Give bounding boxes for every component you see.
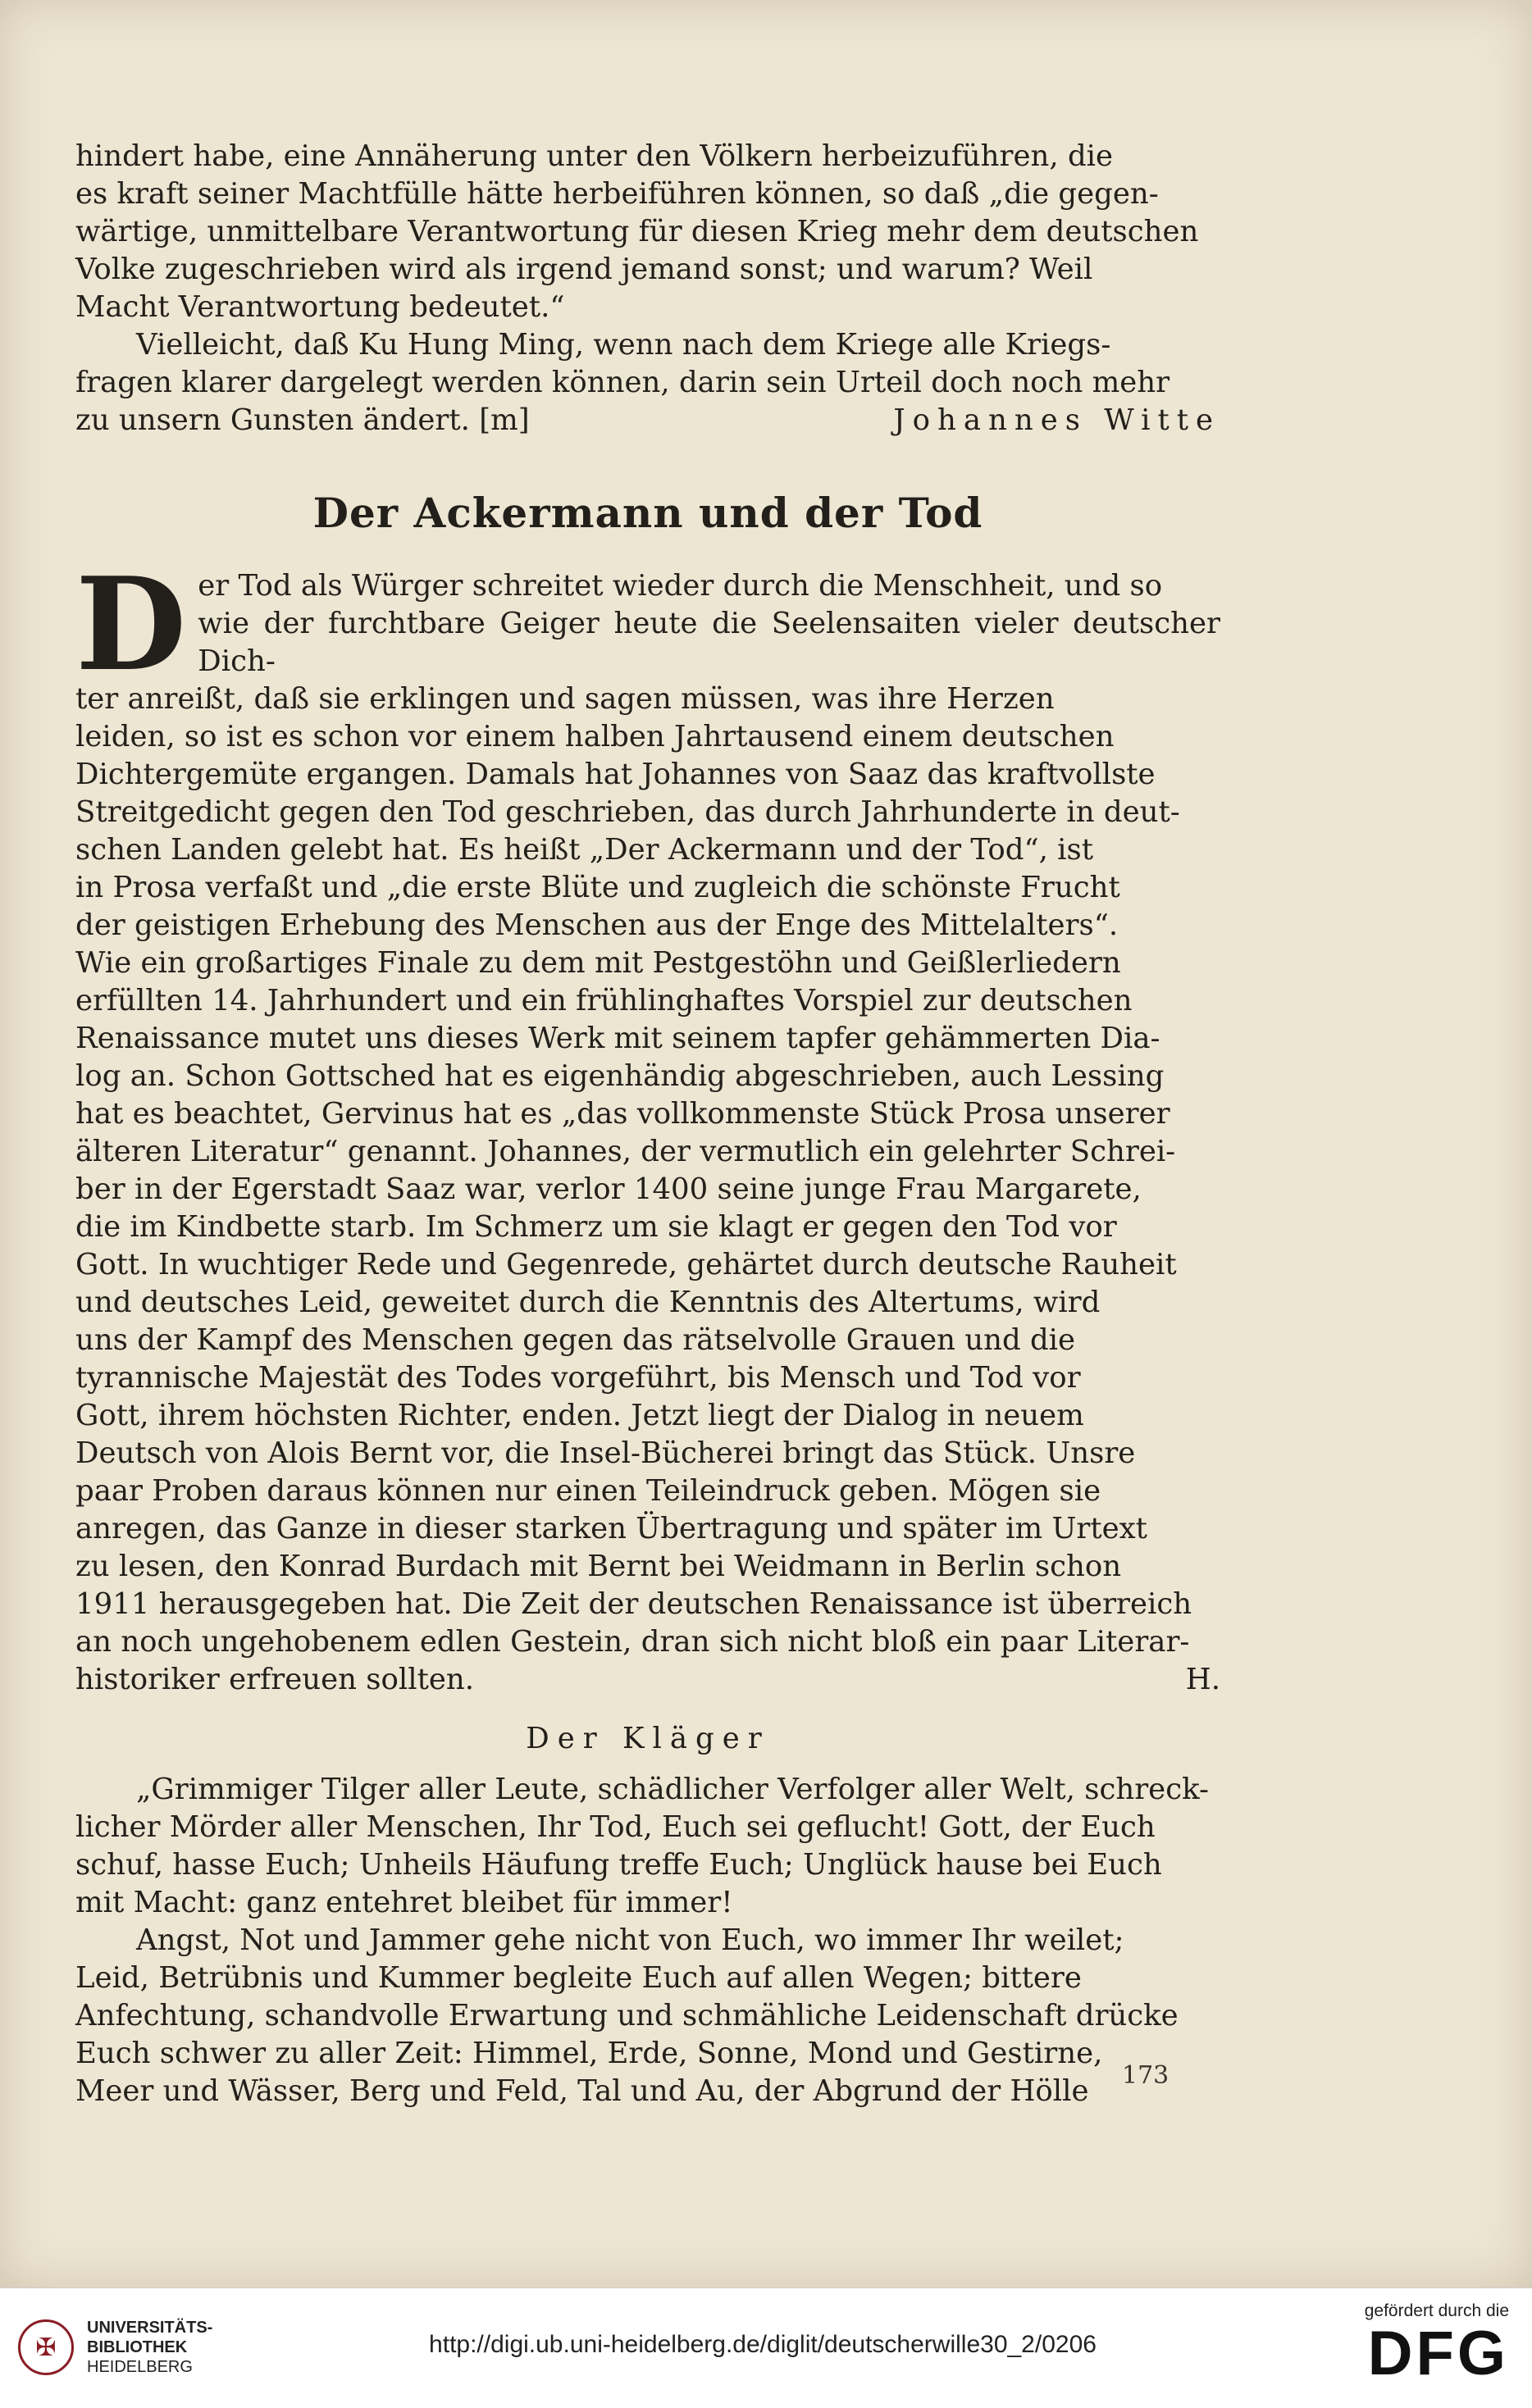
text-column [75, 138, 1220, 2110]
library-logo[interactable] [18, 2318, 212, 2377]
text-line: Deutsch von Alois Bernt vor, die Insel-Bücherei bringt das Stück. Unsre [75, 1436, 1136, 1470]
text-line: schen Landen gelebt hat. Es heißt „Der Ackermann und der Tod“, ist [75, 833, 1094, 867]
text-line: der geistigen Erhebung des Menschen aus der Enge des Mittelalters“. [75, 908, 1119, 942]
text-line: und deutsches Leid, geweitet durch die Kenntnis des Altertums, wird [75, 1286, 1101, 1319]
text-line: ber in der Egerstadt Saaz war, verlor 1400 seine junge Frau Margarete, [75, 1172, 1142, 1206]
text-line: Leid, Betrübnis und Kummer begleite Euch auf allen Wegen; bittere [75, 1961, 1082, 1995]
text-line: Macht Verantwortung bedeutet.“ [75, 290, 565, 324]
dfg-logo: DFG [1367, 2319, 1509, 2388]
library-line: UNIVERSITÄTS- [87, 2319, 213, 2337]
text-line: zu unsern Gunsten ändert. [m] [75, 403, 530, 437]
text-line: „Grimmiger Tilger aller Leute, schädlicher Verfolger aller Welt, schreck- [136, 1773, 1209, 1806]
signature-line [75, 402, 1220, 439]
text-line: Anfechtung, schandvolle Erwartung und schmähliche Leidenschaft drücke [75, 1999, 1179, 2032]
text-line: hindert habe, eine Annäherung unter den Völkern herbeizuführen, die [75, 139, 1114, 173]
text-line: er Tod als Würger schreitet wieder durch die Menschheit, und so [198, 569, 1163, 603]
text-line: anregen, das Ganze in dieser starken Übertragung und später im Urtext [75, 1512, 1147, 1545]
text-line: paar Proben daraus können nur einen Teileindruck geben. Mögen sie [75, 1474, 1101, 1508]
drop-cap: D [75, 549, 187, 699]
text-line: Gott. In wuchtiger Rede und Gegenrede, gehärtet durch deutsche Rauheit [75, 1248, 1177, 1281]
text-line: erfüllten 14. Jahrhundert und ein frühlinghaftes Vorspiel zur deutschen [75, 984, 1133, 1017]
library-name [87, 2318, 212, 2377]
text-line: es kraft seiner Machtfülle hätte herbeiführen können, so daß „die gegen- [75, 177, 1159, 211]
section-subheading: Der Kläger [526, 1722, 770, 1755]
klaeger-paragraph2 [75, 1922, 1220, 2110]
university-seal-icon: ✠ [18, 2319, 74, 2375]
text-line: in Prosa verfaßt und „die erste Blüte und zugleich die schönste Frucht [75, 871, 1120, 904]
text-line: 1911 herausgegeben hat. Die Zeit der deutschen Renaissance ist überreich [75, 1587, 1192, 1621]
text-line: zu lesen, den Konrad Burdach mit Bernt bei Weidmann in Berlin schon [75, 1550, 1122, 1583]
text-line: tyrannische Majestät des Todes vorgeführt, bis Mensch und Tod vor [75, 1361, 1081, 1395]
dfg-logo-block[interactable] [1365, 2301, 1509, 2387]
text-line: Volke zugeschrieben wird als irgend jemand sonst; und warum? Weil [75, 253, 1093, 286]
text-line: ter anreißt, daß sie erklingen und sagen müssen, was ihre Herzen [75, 682, 1055, 716]
text-line: an noch ungehobenem edlen Gestein, dran sich nicht bloß ein paar Literar- [75, 1625, 1190, 1659]
text-line: schuf, hasse Euch; Unheils Häufung treffe Euch; Unglück hause bei Euch [75, 1848, 1162, 1882]
author-signature: Johannes Witte [893, 403, 1220, 437]
text-line: Renaissance mutet uns dieses Werk mit seinem tapfer gehämmerten Dia- [75, 1022, 1160, 1055]
klaeger-paragraph1 [75, 1771, 1220, 1922]
text-line: wie der furchtbare Geiger heute die Seelensaiten vieler deutscher Dich- [198, 607, 1220, 678]
text-line: Vielleicht, daß Ku Hung Ming, wenn nach dem Kriege alle Kriegs- [136, 328, 1111, 362]
text-line: Euch schwer zu aller Zeit: Himmel, Erde, Sonne, Mond und Gestirne, [75, 2037, 1103, 2070]
text-line: Meer und Wässer, Berg und Feld, Tal und Au, der Abgrund der Hölle [75, 2074, 1089, 2108]
text-line: fragen klarer dargelegt werden können, darin sein Urteil doch noch mehr [75, 366, 1170, 399]
page-number: 173 [1122, 2061, 1170, 2090]
text-line: die im Kindbette starb. Im Schmerz um sie klagt er gegen den Tod vor [75, 1210, 1117, 1244]
text-line: hat es beachtet, Gervinus hat es „das vollkommenste Stück Prosa unserer [75, 1097, 1170, 1131]
text-line: log an. Schon Gottsched hat es eigenhändig abgeschrieben, auch Lessing [75, 1059, 1165, 1093]
text-line: Angst, Not und Jammer gehe nicht von Euch, wo immer Ihr weilet; [136, 1923, 1124, 1957]
text-line: wärtige, unmittelbare Verantwortung für diesen Krieg mehr dem deutschen [75, 215, 1199, 248]
text-line: Streitgedicht gegen den Tod geschrieben, das durch Jahrhunderte in deut- [75, 795, 1180, 829]
article2-intro [75, 549, 1220, 1699]
text-line: uns der Kampf des Menschen gegen das rätselvolle Grauen und die [75, 1323, 1076, 1357]
article1-paragraph1 [75, 138, 1220, 326]
funded-by-caption: gefördert durch die [1364, 2301, 1509, 2320]
text-line: historiker erfreuen sollten. [75, 1663, 475, 1696]
text-line: Dichtergemüte ergangen. Damals hat Johannes von Saaz das kraftvollste [75, 758, 1156, 791]
article-title: Der Ackermann und der Tod [312, 489, 983, 537]
library-line: HEIDELBERG [87, 2358, 193, 2376]
text-line: älteren Literatur“ genannt. Johannes, der vermutlich ein gelehrter Schrei- [75, 1135, 1176, 1168]
text-line: licher Mörder aller Menschen, Ihr Tod, Euch sei geflucht! Gott, der Euch [75, 1810, 1156, 1844]
article1-paragraph2 [75, 326, 1220, 439]
text-line: Wie ein großartiges Finale zu dem mit Pestgestöhn und Geißlerliedern [75, 946, 1121, 980]
text-line: mit Macht: ganz entehret bleibet für immer! [75, 1886, 733, 1919]
text-line: leiden, so ist es schon vor einem halben Jahrtausend einem deutschen [75, 720, 1115, 753]
viewer-footer [0, 2287, 1532, 2408]
library-line: BIBLIOTHEK [87, 2338, 188, 2356]
text-line: Gott, ihrem höchsten Richter, enden. Jetzt liegt der Dialog in neuem [75, 1399, 1084, 1432]
source-url-link[interactable]: http://digi.ub.uni-heidelberg.de/diglit/deutscherwille30_2/0206 [429, 2331, 1097, 2358]
author-signature: H. [1185, 1663, 1220, 1696]
signature-line [75, 1661, 1220, 1699]
